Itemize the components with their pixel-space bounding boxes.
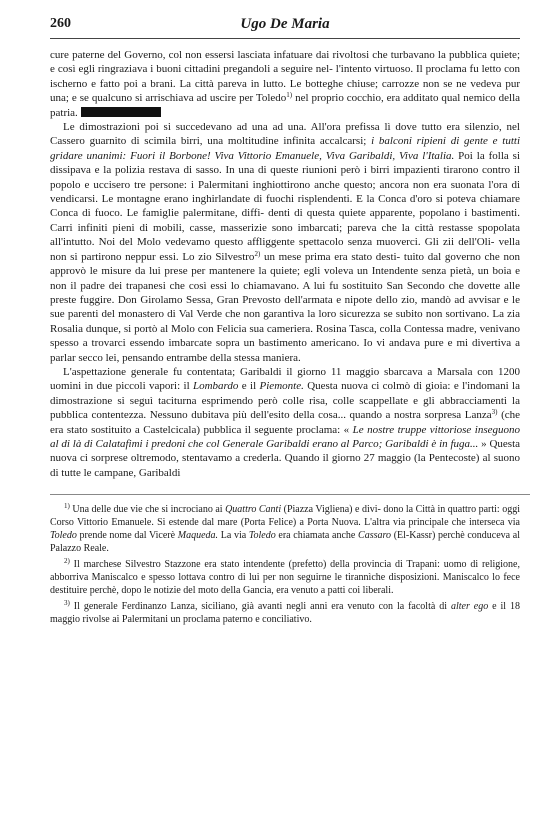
- footnote-ref: 3): [491, 408, 498, 417]
- text-run: » Questa nuova ci sorprese oltremodo, stentavamo a crederla. Quando il giorno 27 maggio (la Pentecoste) al suono di tutte le campane, Garibaldi: [50, 437, 521, 479]
- text-run: cure paterne del Governo, col non essersi lasciata infatuare dai rivoltosi che turbavano la pubblica quiete; e così egli ringraziava i buoni cittadini pregandoli a seguire nel- l'intento virtuoso. Il proclama fu letto con ischerno e fatto poi a brani. La città pareva in lutto. Le botteghe chiuse; carrozze non se ne vedeva pur una; e se qualcuno si arrischiava ad uscire per Toledo: [50, 49, 520, 105]
- paragraph: [50, 48, 520, 120]
- footnote-text: Cassaro: [358, 530, 392, 542]
- footnote-text: Maqueda.: [177, 530, 219, 542]
- redaction-mark: [81, 107, 161, 117]
- footnote-ref: 2): [254, 249, 261, 258]
- page-number: 260: [50, 16, 71, 31]
- footnote-ref: 2): [64, 557, 70, 566]
- footnote-ref: 1): [64, 502, 70, 511]
- footnote-text: alter ego: [450, 601, 489, 613]
- text-run: Piemonte.: [259, 380, 304, 393]
- footnote-divider: [50, 494, 530, 495]
- text-run: Lombardo: [193, 380, 239, 393]
- paragraph: [50, 365, 520, 480]
- footnote: [50, 600, 520, 626]
- footnote-text: Il generale Ferdinanzo Lanza, siciliano, già avanti negli anni era venuto con la facoltà di: [69, 601, 451, 613]
- footnote-ref: 3): [64, 599, 70, 608]
- text-run: Questa nuova ci colmò di gioia: e l'indomani la dimostrazione si seguì taciturna esprimendo però colle risa, colle scappellate e gli abbracciamenti la pubblica contentezza. Nessuno dubitava più dell'esito della cosa... quando a nostra sorpresa Lanza: [50, 380, 520, 422]
- footnote-text: era chiamata anche: [275, 530, 359, 542]
- footnote-text: Quattro Canti: [225, 504, 282, 516]
- paragraph: [50, 120, 520, 365]
- footnote-text: e il 18 maggio rivolse ai Palermitani un proclama paterno e conciliativo.: [50, 601, 521, 626]
- footnote-text: Una delle due vie che si incrociano ai: [69, 504, 226, 516]
- footnotes: [50, 503, 520, 626]
- main-text: [50, 48, 520, 480]
- running-title: Ugo De Maria: [240, 16, 330, 32]
- footnote-text: Toledo: [248, 530, 276, 542]
- footnote-text: (Piazza Vigliena) e divi- dono la Città in quattro parti: oggi Corso Vittorio Emanuele. Si estende dal mare (Porta Felice) a Porta Nuova. L'altra via principale che interseca via: [50, 504, 520, 529]
- footnote: [50, 558, 520, 597]
- text-run: un mese prima era stato desti- tuito dal governo che non approvò le misure da lui prese per mantenere la quiete; egli voleva un Intendente senza pietà, un boia e non il padre dei trapanesi che così essi lo chiamavano. A lui fu sostituito San Secondo che dovette alle preste fuggire. Don Girolamo Sessa, Gran Prevosto dell'armata e nipote dello zio, mandò ad avvisar e le sue parenti del monastero di Val Verde che non garantiva la loro sicurezza se subito non sortivano. La zia Rosalia dunque, si portò al Molo con Felicia sua cameriera. Rosina Tasca, colla Contessa madre, venivano spesso a trovarci essendo imbarcate sopra un bastimento americano. Io vi andava pure e mi divertiva a parlar secco lei, pensando entrambe della stessa maniera.: [50, 250, 520, 364]
- footnote-text: La via: [218, 530, 249, 542]
- text-run: (che era stato sostituito a Castelcicala) pubblica il seguente proclama: «: [50, 409, 520, 436]
- text-run: nel proprio cocchio, era additato qual nemico della patria.: [50, 92, 521, 119]
- footnote-text: prende nome dal Vicerè: [76, 530, 178, 542]
- footnote-text: (El-Kassr) perchè conduceva al Palazzo Reale.: [50, 530, 520, 555]
- page-header: [50, 16, 520, 39]
- footnote-text: Toledo: [50, 530, 77, 542]
- text-run: Poi la folla si dissipava e la polizia restava di sasso. In una di queste riunioni però i birri impazienti tirarono contro il popolo e uccisero tre persone: i Palermitani inghiottirono anche questo; ancora non era suonata l'ora di vendicarsi. Le montagne erano inghirlandate di fuochi risplendenti. E la Conca d'oro si poteva chiamare Conca di fuoco. Le famiglie palermitane, diffi- denti di questa quiete apparente, popolano i bastimenti. Carri infiniti pieni di mobili, casse, masserizie sono imbarcati; pareva che la città restasse spopolata all'intutto. Noi del Molo vedevamo questo affliggente spettacolo senza muoverci. Gli zii dell'Oli- vella non si partirono neppur essi. Lo zio Silvestro: [50, 149, 521, 263]
- text-run: Le nostre truppe vittoriose inseguono al di là di Calatafimi i predoni che col Generale Garibaldi erano al Parco; Garibaldi è in fuga...: [50, 423, 520, 450]
- text-run: e il: [238, 380, 260, 393]
- text-run: Le dimostrazioni poi si succedevano ad una ad una. All'ora prefissa lì dove tutto era silenzio, nel Cassero guarnito di scimila birri, una moltitudine infinita accalcarsi;: [50, 121, 520, 148]
- footnote: [50, 503, 520, 555]
- footnote-ref: 1): [286, 91, 293, 100]
- text-run: i balconi ripieni di gente e tutti gridare unanimi: Fuori il Borbone! Viva Vittorio Emanuele, Viva Garibaldi, Viva l'Italia.: [50, 135, 520, 162]
- footnote-text: Il marchese Silvestro Stazzone era stato intendente (prefetto) della provincia di Trapani: uomo di religione, abborrivа Maniscalco e spesso lottava contro di lui per non seguirne le tirannìche disposizioni. Maniscalco lo fece destituire perchè, dopo le notizie del moto della Gancia, era venuto a patti coi liberali.: [50, 559, 520, 597]
- text-run: L'aspettazione generale fu contentata; Garibaldi il giorno 11 maggio sbarcava a Marsala con 1200 uomini in due piccoli vapori: il: [50, 365, 520, 393]
